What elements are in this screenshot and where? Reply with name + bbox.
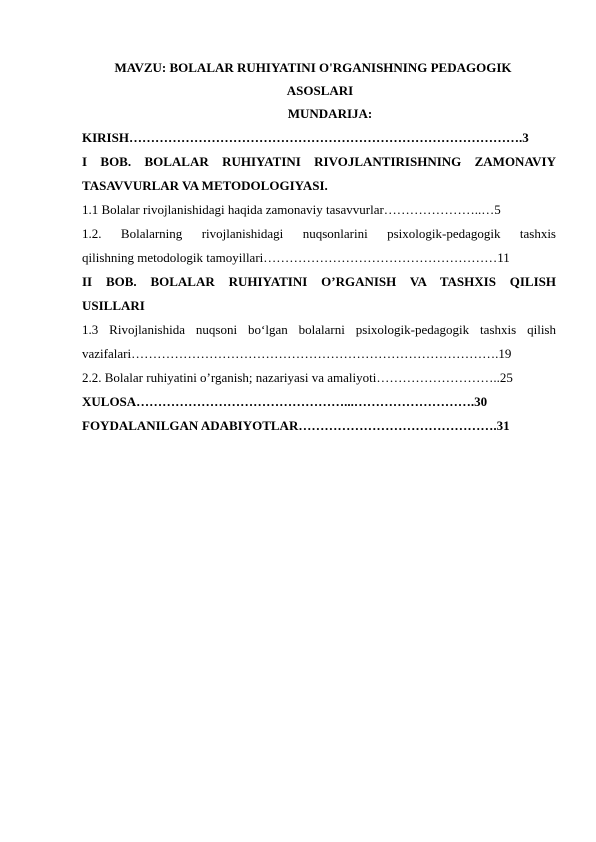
document-title-line-2: ASOSLARI (286, 83, 354, 98)
toc-entry-1-2-line-2: qilishning metodologik tamoyillari………………………………………………11 (82, 250, 510, 265)
toc-chapter-2-line-2: USILLARI (82, 298, 145, 313)
toc-entry-kirish: KIRISH……………………………………………………………………………….3 (82, 130, 529, 145)
toc-chapter-2-line-1: II BOB. BOLALAR RUHIYATINI O’RGANISH VA TASHXIS QILISH (82, 274, 556, 289)
toc-entry-1-2-line-1: 1.2. Bolalarning rivojlanishidagi nuqsonlarini psixologik-pedagogik tashxis (82, 226, 556, 241)
toc-entry-2-2: 2.2. Bolalar ruhiyatini o’rganish; nazariyasi va amaliyoti………………………..25 (82, 370, 513, 385)
toc-entry-xulosa: XULOSA…………………………………………...……………………….30 (82, 394, 488, 409)
toc-chapter-1-line-1: I BOB. BOLALAR RUHIYATINI RIVOJLANTIRISHNING ZAMONAVIY (82, 154, 556, 169)
toc-entry-1-3-line-1: 1.3 Rivojlanishida nuqsoni bo‘lgan bolalarni psixologik-pedagogik tashxis qilish (82, 322, 556, 337)
toc-entry-1-1: 1.1 Bolalar rivojlanishidagi haqida zamonaviy tasavvurlar…………………..…5 (82, 202, 501, 217)
contents-heading: MUNDARIJA: (287, 106, 373, 121)
document-title-line-1: MAVZU: BOLALAR RUHIYATINI O'RGANISHNING PEDAGOGIK (114, 60, 512, 75)
toc-entry-bibliography: FOYDALANILGAN ADABIYOTLAR……………………………………….31 (82, 418, 510, 433)
toc-chapter-1-line-2: TASAVVURLAR VA METODOLOGIYASI. (82, 178, 328, 193)
toc-entry-1-3-line-2: vazifalari………………………………………………………………………….19 (82, 346, 512, 361)
